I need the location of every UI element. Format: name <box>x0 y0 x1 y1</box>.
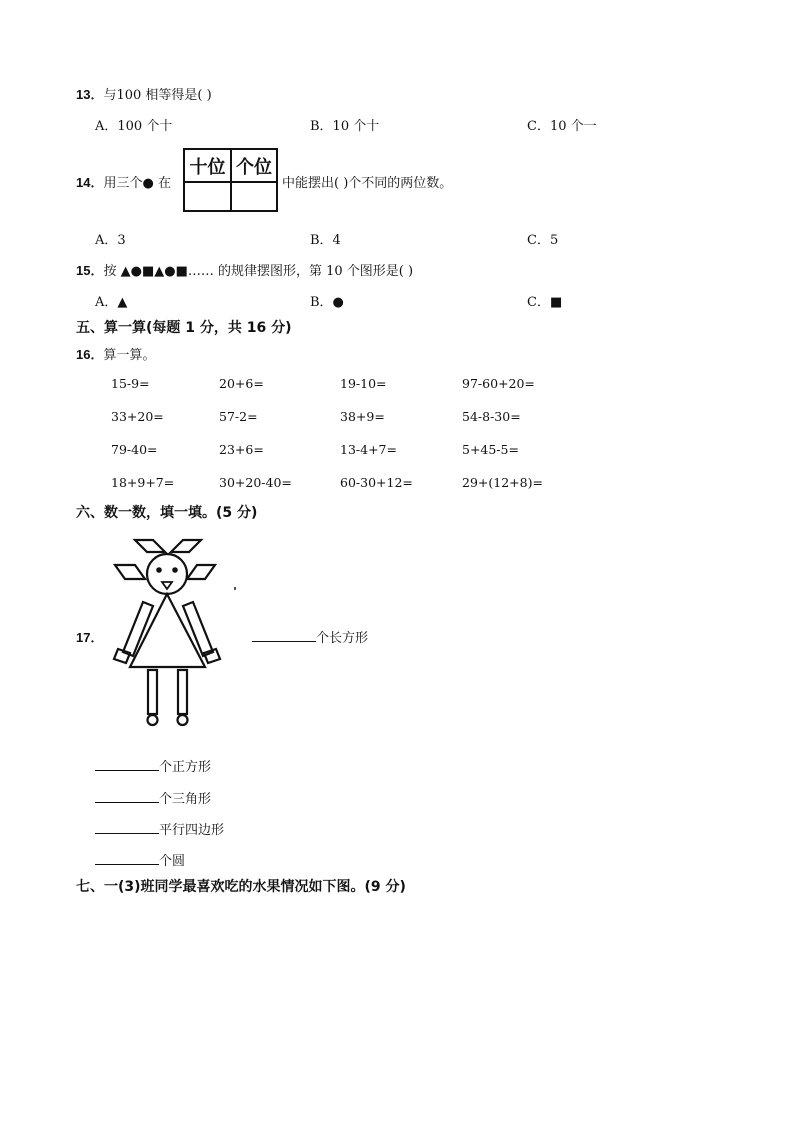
option-c[interactable]: C．5 <box>527 233 559 248</box>
fill-rectangle-count: 个长方形 <box>252 627 368 646</box>
section-5-title: 五、算一算(每题 1 分，共 16 分) <box>76 320 292 336</box>
question-number: 14． <box>76 175 104 190</box>
option-a[interactable]: A．100 个十 <box>95 119 173 134</box>
question-15 <box>76 260 413 279</box>
calc-item: 33+20= <box>111 409 164 424</box>
stray-mark <box>234 587 236 590</box>
shape-figure-illustration <box>105 532 225 728</box>
fill-triangle-count: 个三角形 <box>95 788 211 807</box>
option-c[interactable]: C．10 个一 <box>527 119 597 134</box>
question-text: 按 ▲●■▲●■…… 的规律摆图形，第 10 个图形是( ) <box>103 264 414 279</box>
option-a[interactable]: A．▲ <box>95 295 128 310</box>
option-a[interactable]: A．3 <box>95 233 126 248</box>
option-c[interactable]: C．■ <box>527 295 563 310</box>
answer-blank[interactable] <box>95 758 159 771</box>
section-6-title: 六、数一数，填一填。(5 分) <box>76 505 258 521</box>
question-text: 算一算。 <box>103 348 156 363</box>
table-divider <box>230 150 232 210</box>
option-b[interactable]: B．4 <box>310 233 341 248</box>
calc-item: 13-4+7= <box>340 442 397 457</box>
tens-header: 十位 <box>189 156 226 178</box>
question-number: 16． <box>76 347 104 362</box>
option-b[interactable]: B．● <box>310 295 344 310</box>
calc-item: 15-9= <box>111 376 150 391</box>
fill-parallelogram-count: 平行四边形 <box>95 819 224 838</box>
calc-item: 57-2= <box>219 409 258 424</box>
answer-blank[interactable] <box>95 821 159 834</box>
answer-blank[interactable] <box>95 852 159 865</box>
place-value-table <box>183 148 278 212</box>
fill-square-count: 个正方形 <box>95 756 211 775</box>
calc-item: 5+45-5= <box>462 442 519 457</box>
question-number: 15． <box>76 263 104 278</box>
option-b[interactable]: B．10 个十 <box>310 119 380 134</box>
calc-item: 23+6= <box>219 442 264 457</box>
question-text-pre: 用三个● 在 <box>103 176 171 191</box>
calc-item: 30+20-40= <box>219 475 292 490</box>
question-16 <box>76 344 155 363</box>
question-14 <box>76 172 171 191</box>
ones-header: 个位 <box>236 156 272 178</box>
fill-circle-count: 个圆 <box>95 850 185 869</box>
calc-item: 79-40= <box>111 442 158 457</box>
calc-item: 19-10= <box>340 376 387 391</box>
question-13 <box>76 84 212 103</box>
calc-item: 29+(12+8)= <box>462 475 543 490</box>
calc-item: 20+6= <box>219 376 264 391</box>
question-17-number: 17． <box>76 630 104 645</box>
calc-item: 97-60+20= <box>462 376 535 391</box>
question-number: 13． <box>76 87 104 102</box>
calc-item: 60-30+12= <box>340 475 413 490</box>
calc-item: 18+9+7= <box>111 475 175 490</box>
calc-item: 54-8-30= <box>462 409 521 424</box>
calc-item: 38+9= <box>340 409 385 424</box>
answer-blank[interactable] <box>252 629 316 642</box>
answer-blank[interactable] <box>95 790 159 803</box>
section-7-title: 七、一(3)班同学最喜欢吃的水果情况如下图。(9 分) <box>76 879 406 895</box>
question-text: 与100 相等得是( ) <box>103 88 212 103</box>
question-text-post: 中能摆出( )个不同的两位数。 <box>282 176 453 191</box>
table-divider <box>185 181 276 183</box>
